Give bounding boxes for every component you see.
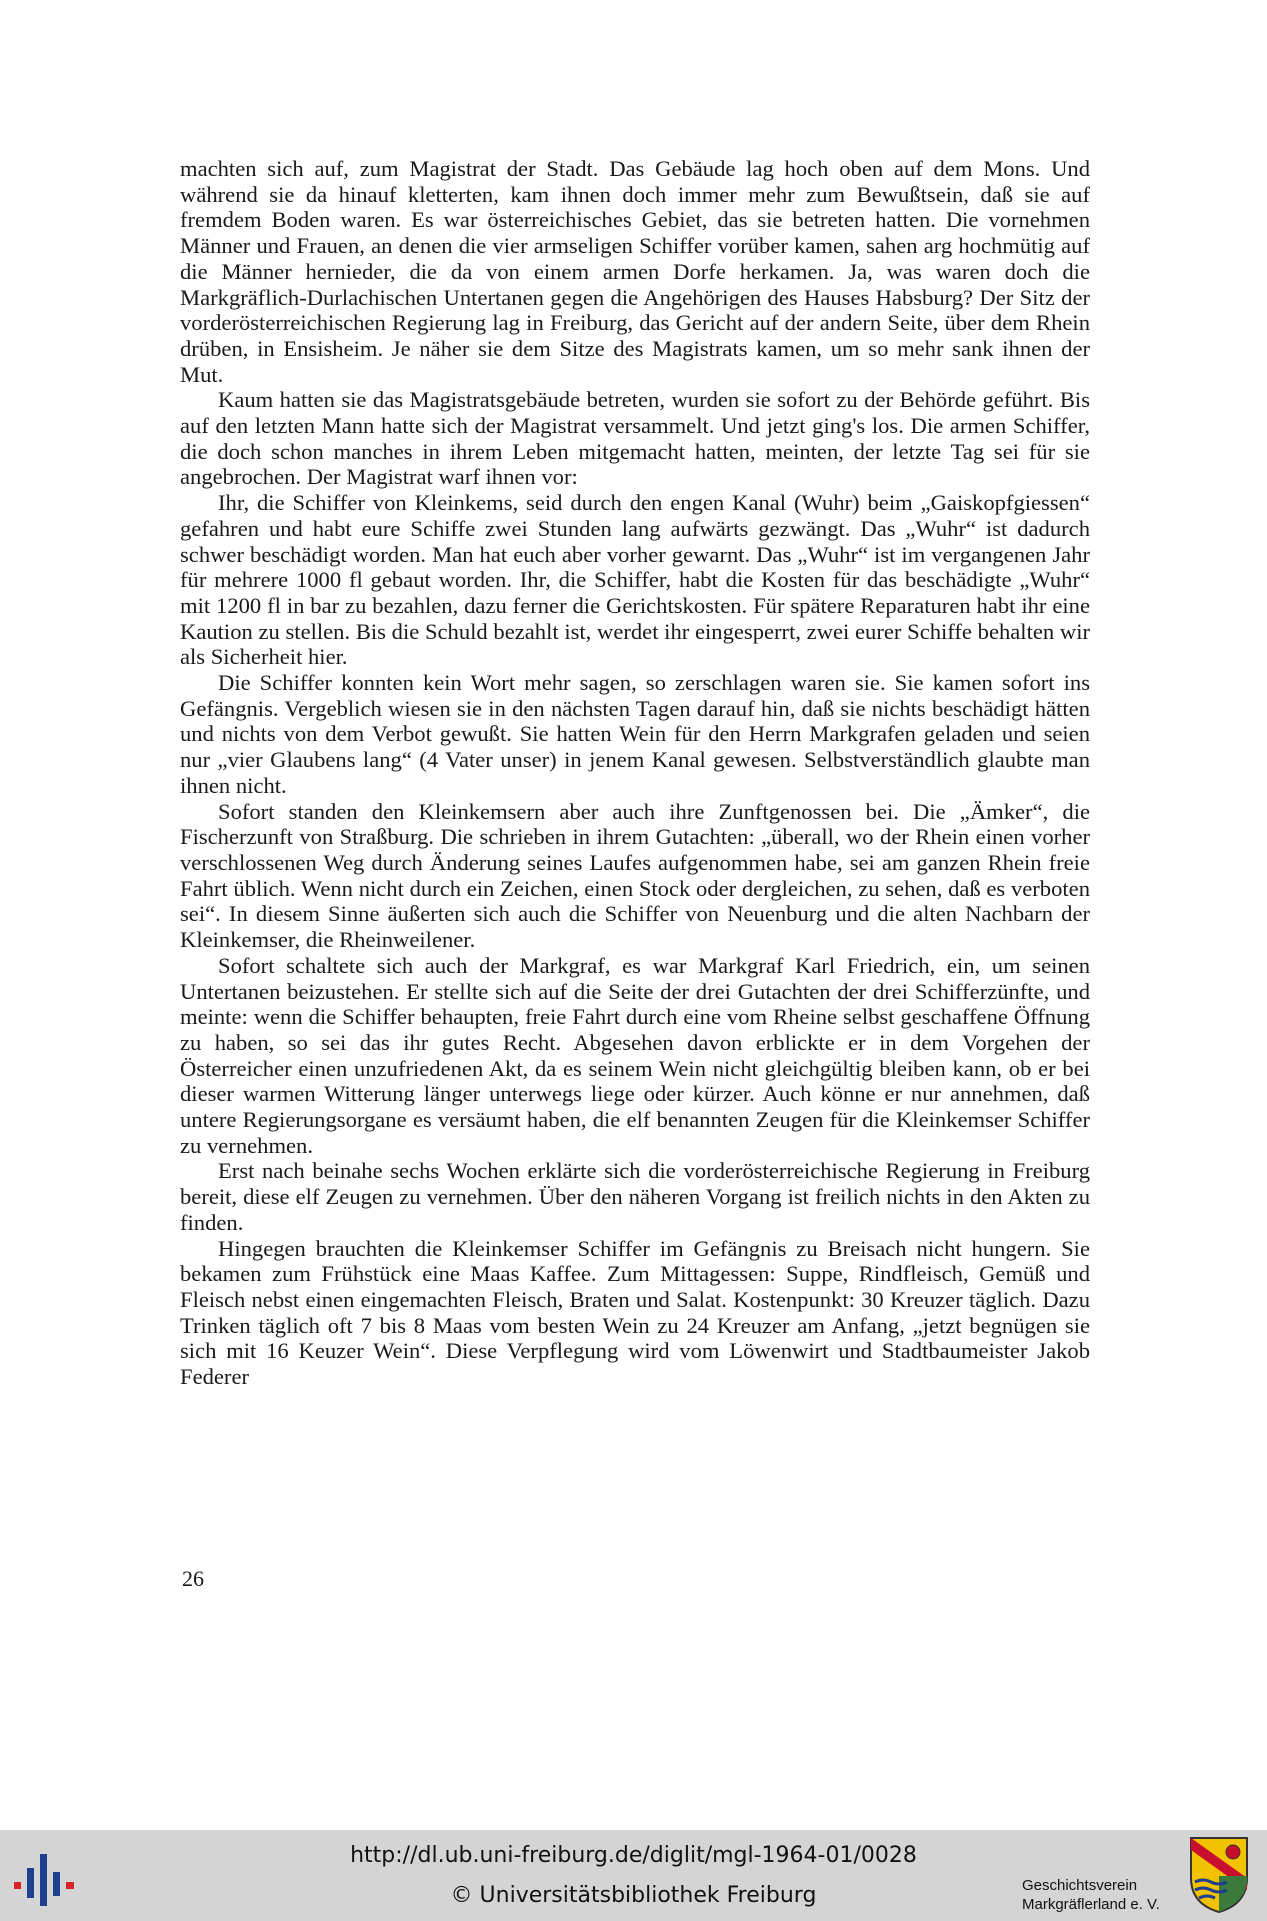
coat-of-arms-icon: [1189, 1836, 1249, 1914]
source-url-link[interactable]: http://dl.ub.uni-freiburg.de/diglit/mgl-1964-01/0028: [350, 1843, 917, 1868]
copyright-notice: © Universitätsbibliothek Freiburg: [450, 1883, 817, 1908]
paragraph-3: Ihr, die Schiffer von Kleinkems, seid durch den engen Kanal (Wuhr) beim „Gaiskopfgiessen“ gefahren und habt eure Schiffe zwei Stunden lang aufwärts gezwängt. Das „Wuhr“ ist dadurch schwer beschädigt worden. Man hat euch aber vorher gewarnt. Das „Wuhr“ ist im vergangenen Jahr für mehrere 1000 fl gebaut worden. Ihr, die Schiffer, habt die Kosten für das beschädigte „Wuhr“ mit 1200 fl in bar zu bezahlen, dazu ferner die Gerichtskosten. Für spätere Reparaturen habt ihr eine Kaution zu stellen. Bis die Schuld bezahlt ist, werdet ihr eingesperrt, zwei eurer Schiffe behalten wir als Sicherheit hier.: [180, 490, 1090, 670]
paragraph-8: Hingegen brauchten die Kleinkemser Schiffer im Gefängnis zu Breisach nicht hungern. Sie bekamen zum Frühstück eine Maas Kaffee. Zum Mittagessen: Suppe, Rindfleisch, Gemüß und Fleisch nebst einen eingemachten Fleisch, Braten und Salat. Kostenpunkt: 30 Kreuzer täglich. Dazu Trinken täglich oft 7 bis 8 Maas vom besten Wein zu 24 Kreuzer am Anfang, „jetzt begnügen sie sich mit 16 Keuzer Wein“. Diese Verpflegung wird vom Löwenwirt und Stadtbaumeister Jakob Federer: [180, 1235, 1090, 1390]
society-name-line1: Geschichtsverein: [1022, 1877, 1138, 1894]
body-text: [180, 156, 1090, 1390]
paragraph-7: Erst nach beinahe sechs Wochen erklärte sich die vorderösterreichische Regierung in Freiburg bereit, diese elf Zeugen zu vernehmen. Über den näheren Vorgang ist freilich nichts in den Akten zu finden.: [180, 1158, 1090, 1235]
footer-bar: [0, 1830, 1267, 1921]
society-name-line2: Markgräflerland e. V.: [1022, 1896, 1160, 1913]
paragraph-1: machten sich auf, zum Magistrat der Stadt. Das Gebäude lag hoch oben auf dem Mons. Und während sie da hinauf kletterten, kam ihnen doch immer mehr zum Bewußtsein, daß sie auf fremdem Boden waren. Es war österreichisches Gebiet, das sie betreten hatten. Die vornehmen Männer und Frauen, an denen die vier armseligen Schiffer vorüber kamen, sahen arg hochmütig auf die Männer hernieder, die da von einem armen Dorfe herkamen. Ja, was waren doch die Markgräflich-Durlachischen Untertanen gegen die Angehörigen des Hauses Habsburg? Der Sitz der vorderösterreichischen Regierung lag in Freiburg, das Gericht auf der andern Seite, über dem Rhein drüben, in Ensisheim. Je näher sie dem Sitze des Magistrats kamen, um so mehr sank ihnen der Mut.: [180, 156, 1090, 387]
paragraph-6: Sofort schaltete sich auch der Markgraf, es war Markgraf Karl Friedrich, ein, um seinen Untertanen beizustehen. Er stellte sich auf die Seite der drei Gutachten der drei Schifferzünfte, und meinte: wenn die Schiffer behaupten, freie Fahrt durch eine vom Rheine selbst geschaffene Öffnung zu haben, so sei das ihr gutes Recht. Abgesehen davon erblickte er in dem Vorgehen der Österreicher einen unzufriedenen Akt, da es seinem Wein nicht gleichgültig bleiben kann, ob er bei dieser warmen Witterung länger unterwegs liege oder kürzer. Auch könne er nur annehmen, daß untere Regierungsorgane es versäumt haben, die elf benannten Zeugen für die Kleinkemser Schiffer zu vernehmen.: [180, 952, 1090, 1158]
society-name: [1022, 1876, 1186, 1914]
paragraph-2: Kaum hatten sie das Magistratsgebäude betreten, wurden sie sofort zu der Behörde geführt. Bis auf den letzten Mann hatte sich der Magistrat versammelt. Und jetzt ging's los. Die armen Schiffer, die doch schon manches in ihrem Leben mitgemacht hatten, meinten, der letzte Tag sei für sie angebrochen. Der Magistrat warf ihnen vor:: [180, 387, 1090, 490]
paragraph-4: Die Schiffer konnten kein Wort mehr sagen, so zerschlagen waren sie. Sie kamen sofort ins Gefängnis. Vergeblich wiesen sie in den nächsten Tagen darauf hin, daß sie nichts beschädigt hätten und nichts von dem Verbot gewußt. Sie hatten Wein für den Herrn Markgrafen geladen und seien nur „vier Glaubens lang“ (4 Vater unser) in jenem Kanal gewesen. Selbstverständlich glaubte man ihnen nicht.: [180, 670, 1090, 798]
paragraph-5: Sofort standen den Kleinkemsern aber auch ihre Zunftgenossen bei. Die „Ämker“, die Fischerzunft von Straßburg. Die schrieben in ihrem Gutachten: „überall, wo der Rhein einen vorher verschlossenen Weg durch Änderung seines Laufes aufgenommen habe, sei am ganzen Rhein freie Fahrt üblich. Wenn nicht durch ein Zeichen, einen Stock oder dergleichen, zu sehen, daß es verboten sei“. In diesem Sinne äußerten sich auch die Schiffer von Neuenburg und die alten Nachbarn der Kleinkemser, die Rheinweilener.: [180, 798, 1090, 953]
page-number: 26: [182, 1566, 204, 1591]
